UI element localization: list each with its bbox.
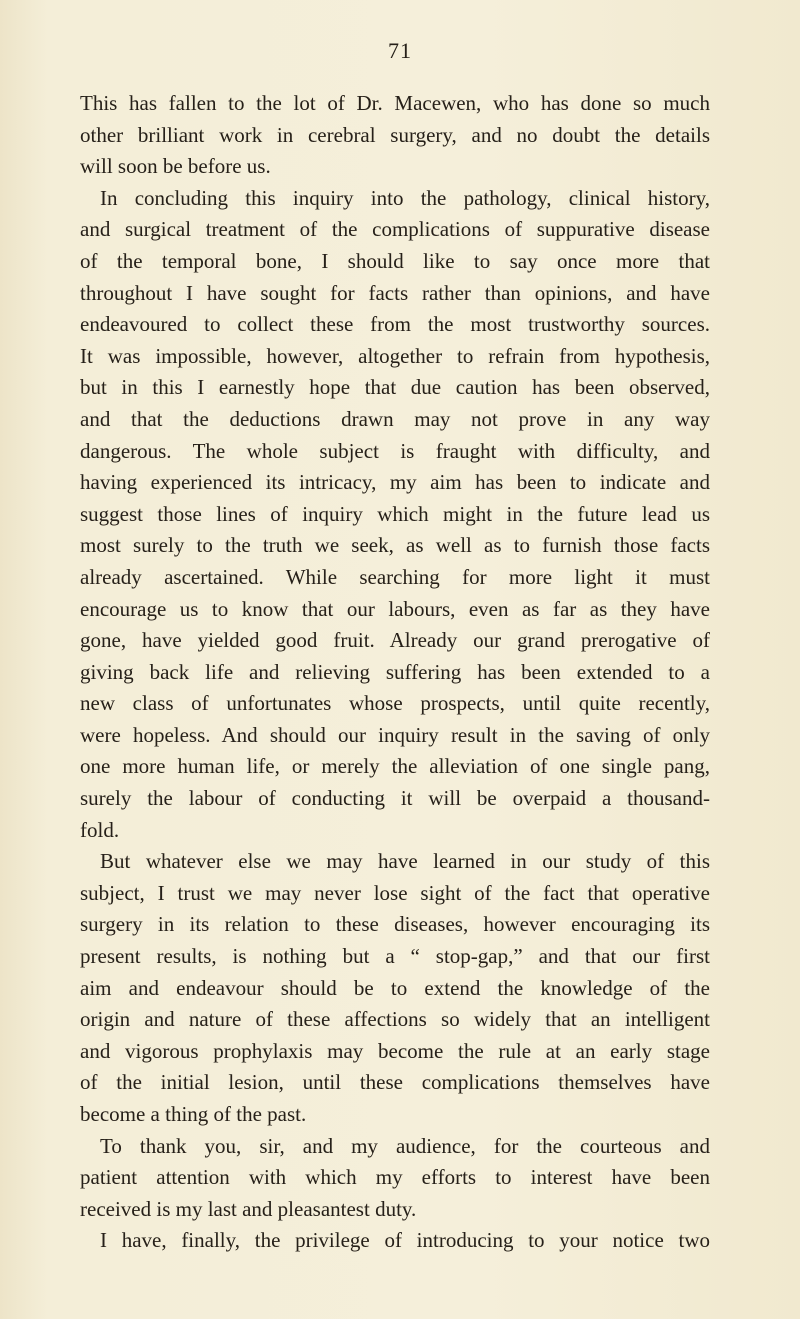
- text-line: surely the labour of conducting it will be overpaid a thousand-: [80, 786, 710, 811]
- text-line: already ascertained. While searching for more light it must: [80, 564, 710, 589]
- text-line: encourage us to know that our labours, even as far as they have: [80, 596, 710, 621]
- paragraph: [80, 88, 710, 183]
- text-line: subject, I trust we may never lose sight of the fact that operative: [80, 880, 710, 905]
- body-text: [80, 88, 710, 1257]
- text-line: of the temporal bone, I should like to say once more that: [80, 248, 710, 273]
- text-line: It was impossible, however, altogether to refrain from hypothesis,: [80, 343, 710, 368]
- paragraph: [80, 183, 710, 846]
- text-line: and vigorous prophylaxis may become the rule at an early stage: [80, 1038, 710, 1063]
- text-line: most surely to the truth we seek, as well as to furnish those facts: [80, 533, 710, 558]
- text-line: and that the deductions drawn may not prove in any way: [80, 406, 710, 431]
- text-line: new class of unfortunates whose prospects, until quite recently,: [80, 691, 710, 716]
- text-line: received is my last and pleasantest duty.: [80, 1196, 417, 1221]
- text-line: aim and endeavour should be to extend the knowledge of the: [80, 975, 710, 1000]
- text-line: dangerous. The whole subject is fraught with difficulty, and: [80, 438, 710, 463]
- text-line: but in this I earnestly hope that due caution has been observed,: [80, 375, 710, 400]
- text-line: were hopeless. And should our inquiry result in the saving of only: [80, 722, 710, 747]
- text-line: become a thing of the past.: [80, 1102, 307, 1126]
- text-line: origin and nature of these affections so widely that an intelligent: [80, 1007, 710, 1032]
- text-line: one more human life, or merely the alleviation of one single pang,: [80, 754, 710, 779]
- text-line: surgery in its relation to these diseases, however encouraging its: [80, 912, 710, 937]
- text-line: patient attention with which my efforts to interest have been: [80, 1165, 710, 1190]
- text-line: other brilliant work in cerebral surgery, and no doubt the details: [80, 122, 710, 147]
- text-line: present results, is nothing but a “ stop-gap,” and that our first: [80, 944, 710, 969]
- text-line: In concluding this inquiry into the pathology, clinical history,: [100, 185, 710, 210]
- paragraph: [80, 846, 710, 1130]
- text-line: and surgical treatment of the complications of suppurative disease: [80, 217, 710, 242]
- text-line: But whatever else we may have learned in our study of this: [100, 849, 710, 874]
- text-line: This has fallen to the lot of Dr. Macewen, who has done so much: [80, 91, 710, 115]
- text-line: having experienced its intricacy, my aim has been to indicate and: [80, 470, 710, 495]
- text-line: giving back life and relieving suffering has been extended to a: [80, 659, 710, 684]
- text-line: fold.: [80, 817, 120, 842]
- text-line: gone, have yielded good fruit. Already our grand prerogative of: [80, 628, 710, 653]
- text-line: will soon be before us.: [80, 154, 271, 179]
- text-line: To thank you, sir, and my audience, for the courteous and: [100, 1133, 710, 1158]
- page-number: 71: [388, 38, 412, 63]
- text-line: suggest those lines of inquiry which might in the future lead us: [80, 501, 710, 526]
- text-line: of the initial lesion, until these complications themselves have: [80, 1070, 710, 1095]
- text-line: endeavoured to collect these from the most trustworthy sources.: [80, 312, 710, 337]
- text-line: throughout I have sought for facts rather than opinions, and have: [80, 280, 710, 305]
- paragraph: [80, 1225, 710, 1257]
- text-line: I have, finally, the privilege of introducing to your notice two: [100, 1228, 710, 1253]
- paragraph: [80, 1131, 710, 1226]
